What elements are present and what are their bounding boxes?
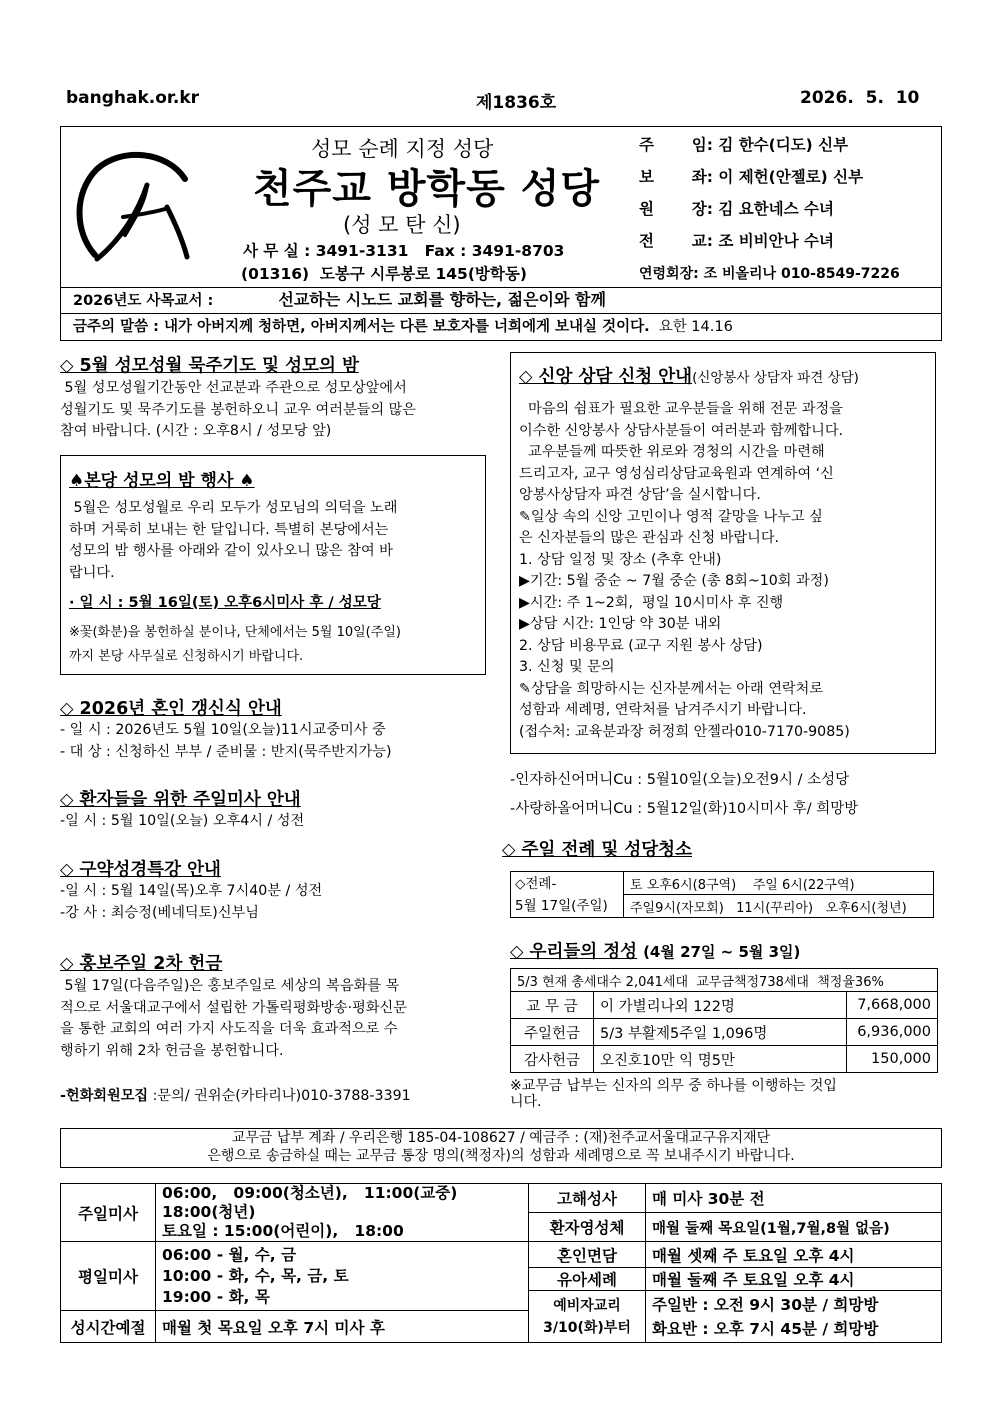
mary-night-box (60, 455, 486, 675)
cu-meeting: -인자하신어머니Cu : 5월10일(오늘)오전9시 / 소성당 (510, 772, 850, 788)
weekday-mass-times: 06:00 - 월, 수, 금 10:00 - 화, 수, 목, 금, 토 19:00 - 화, 목 (156, 1242, 529, 1311)
offering-label: 감사헌금 (511, 1046, 594, 1073)
schedule-value: 매월 셋째 주 토요일 오후 4시 (646, 1242, 942, 1268)
offering-desc: 5/3 부활제5주일 1,096명 (594, 1019, 847, 1046)
counsel-box (510, 352, 936, 754)
schedule-label: 유아세례 (529, 1268, 646, 1291)
section-body-bible-lecture: -일 시 : 5월 14일(목)오후 7시40분 / 성전 -강 사 : 최승정(베네딕토)신부님 (60, 883, 323, 921)
section-title-sick-mass: ◇ 환자들을 위한 주일미사 안내 (60, 790, 301, 810)
offering-table (510, 968, 938, 1073)
schedule-value: 매월 첫 목요일 오후 7시 미사 후 (156, 1311, 529, 1343)
section-body-may-rosary: 5월 성모성월기간동안 선교분과 주관으로 성모상앞에서 성월기도 및 묵주기도를 봉헌하오니 교우 여러분들의 많은 참여 바랍니다. (시간 : 오후8시 / 성모당 앞) (60, 380, 416, 439)
bank-account-box: 교무금 납부 계좌 / 우리은행 185-04-108627 / 예금주 : (재)천주교서울대교구유지재단 은행으로 송금하실 때는 교무금 통장 명의(책정자)의 성함과 세례명으로 꼭 보내주시기 바랍니다. (60, 1128, 942, 1168)
church-address: (01316) 도봉구 시루봉로 145(방학동) (241, 265, 527, 283)
catechism-times: 주일반 : 오전 9시 30분 / 희망방 화요반 : 오후 7시 45분 / 희망방 (646, 1291, 942, 1343)
mary-night-note: ※꽃(화분)을 봉헌하실 분이나, 단체에서는 5월 10일(주일) (69, 625, 401, 640)
church-designation: 성모 순례 지정 성당 (311, 137, 494, 161)
schedule-label: 환자영성체 (529, 1213, 646, 1242)
masthead (60, 126, 942, 288)
site-url: banghak.or.kr (66, 88, 200, 108)
section-body-sick-mass: -일 시 : 5월 10일(오늘) 오후4시 / 성전 (60, 813, 305, 829)
weekly-word-bar: 금주의 말씀 : 내가 아버지께 청하면, 아버지께서는 다른 보호자를 너희에게 보내실 것이다. 요한 14.16 (60, 314, 942, 341)
staff-row: 주 임: 김 한수(디도) 신부 (639, 136, 849, 154)
offering-desc: 오진호10만 익 명5만 (594, 1046, 847, 1073)
church-motto: (성 모 탄 신) (343, 213, 461, 237)
schedule-value: 매 미사 30분 전 (646, 1184, 942, 1213)
issue-number: 제1836호 (476, 93, 557, 113)
schedule-label: 평일미사 (61, 1242, 156, 1311)
pastoral-letter-bar: 2026년도 사목교서 : 선교하는 시노드 교회를 향하는, 젊은이와 함께 (60, 287, 942, 314)
liturgy-duty-table (510, 871, 934, 918)
staff-row: 전 교: 조 비비안나 수녀 (639, 232, 834, 250)
mass-schedule-table (60, 1183, 942, 1343)
duty-row: 주일9시(자모회) 11시(꾸리아) 오후6시(청년) (624, 895, 934, 918)
schedule-label: 예비자교리 3/10(화)부터 (529, 1291, 646, 1343)
section-title-marriage-renewal: ◇ 2026년 혼인 갱신식 안내 (60, 699, 282, 719)
issue-date: 2026. 5. 10 (800, 88, 920, 108)
sunday-mass-times: 06:00, 09:00(청소년), 11:00(교중) 18:00(청년) 토요일 : 15:00(어린이), 18:00 (156, 1184, 529, 1242)
staff-row: 원 장: 김 요한네스 수녀 (639, 200, 834, 218)
offering-summary: 5/3 현재 총세대수 2,041세대 교무금책정738세대 책정율36% (511, 969, 938, 992)
church-name: 천주교 방학동 성당 (253, 166, 600, 212)
counsel-title: ◇ 신앙 상담 신청 안내(신앙봉사 상담자 파견 상담) (519, 367, 859, 387)
section-title-second-collection: ◇ 홍보주일 2차 헌금 (60, 954, 223, 974)
duty-row: 토 오후6시(8구역) 주일 6시(22구역) (624, 872, 934, 895)
cu-meeting: -사랑하올어머니Cu : 5월12일(화)10시미사 후/ 희망방 (510, 801, 859, 817)
schedule-label: 고해성사 (529, 1184, 646, 1213)
offering-amount: 6,936,000 (847, 1019, 938, 1046)
offering-note: ※교무금 납부는 신자의 의무 중 하나를 이행하는 것입 니다. (510, 1078, 837, 1110)
mary-night-when: · 일 시 : 5월 16일(토) 오후6시미사 후 / 성모당 (69, 595, 381, 611)
offering-label: 주일헌금 (511, 1019, 594, 1046)
section-body-second-collection: 5월 17일(다음주일)은 홍보주일로 세상의 복음화를 목 적으로 서울대교구에서 설립한 가톨릭평화방송·평화신문 을 통한 교회의 여러 가지 사도직을 더욱 효과적으로 수 행하기 위해 2차 헌금을 봉헌합니다. (60, 978, 407, 1059)
offering-amount: 7,668,000 (847, 992, 938, 1019)
church-logo-icon (67, 137, 207, 277)
section-title-liturgy-duty: ◇ 주일 전례 및 성당청소 (502, 840, 692, 860)
section-title-may-rosary: ◇ 5월 성모성월 묵주기도 및 성모의 밤 (60, 356, 359, 376)
flower-recruit: -헌화회원모집 :문의/ 권위순(카타리나)010-3788-3391 (60, 1088, 411, 1104)
mary-night-note: 까지 본당 사무실로 신청하시기 바랍니다. (69, 649, 304, 664)
offering-amount: 150,000 (847, 1046, 938, 1073)
staff-row: 연령회장: 조 비올리나 010-8549-7226 (639, 266, 900, 282)
section-body-marriage-renewal: - 일 시 : 2026년도 5월 10일(오늘)11시교중미사 중 - 대 상 : 신청하신 부부 / 준비물 : 반지(묵주반지가능) (60, 722, 392, 760)
mary-night-title: ♠본당 성모의 밤 행사 ♠ (69, 471, 255, 491)
schedule-label: 성시간예절 (61, 1311, 156, 1343)
schedule-value: 매월 둘째 목요일(1월,7월,8월 없음) (646, 1213, 942, 1242)
schedule-value: 매월 둘째 주 토요일 오후 4시 (646, 1268, 942, 1291)
staff-row: 보 좌: 이 제헌(안젤로) 신부 (639, 168, 864, 186)
offering-label: 교 무 금 (511, 992, 594, 1019)
mary-night-body: 5월은 성모성월로 우리 모두가 성모님의 의덕을 노래 하며 거룩히 보내는 한 달입니다. 특별히 본당에서는 성모의 밤 행사를 아래와 같이 있사오니 많은 참여 바 랍니다. (69, 500, 398, 581)
schedule-label: 혼인면담 (529, 1242, 646, 1268)
offering-desc: 이 가별리나외 122명 (594, 992, 847, 1019)
section-title-bible-lecture: ◇ 구약성경특강 안내 (60, 860, 221, 880)
office-phone: 사 무 실 : 3491-3131 Fax : 3491-8703 (243, 242, 565, 260)
counsel-body: 마음의 쉼표가 필요한 교우분들을 위해 전문 과정을 이수한 신앙봉사 상담사분들이 여러분과 함께합니다. 교우분들께 따뜻한 위로와 경청의 시간을 마련해 드리고자, 교구 영성심리상담교육원과 연계하여 ‘신 앙봉사상담자 파견 상담’을 실시합니다. ✎일상 속의 신앙 고민이나 영적 갈망을 나누고 싶 은 신자분들의 많은 관심과 신청 바랍니다. 1. 상담 일정 및 장소 (추후 안내) ▶기간: 5월 중순 ~ 7월 중순 (총 8회~10회 과정) ▶시간: 주 1~2회, 평일 10시미사 후 진행 ▶상담 시간: 1인당 약 30분 내외 2. 상담 비용무료 (교구 지원 봉사 상담) 3. 신청 및 문의 ✎상담을 희망하시는 신자분께서는 아래 연락처로 성함과 세례명, 연락처를 남겨주시기 바랍니다. (접수처: 교육분과장 허정희 안젤라010-7170-9085) (519, 401, 850, 740)
section-title-offering: ◇ 우리들의 정성 (4월 27일 ~ 5월 3일) (510, 942, 801, 962)
schedule-label: 주일미사 (61, 1184, 156, 1242)
duty-date-cell: ◇전례- 5월 17일(주일) (511, 872, 624, 918)
